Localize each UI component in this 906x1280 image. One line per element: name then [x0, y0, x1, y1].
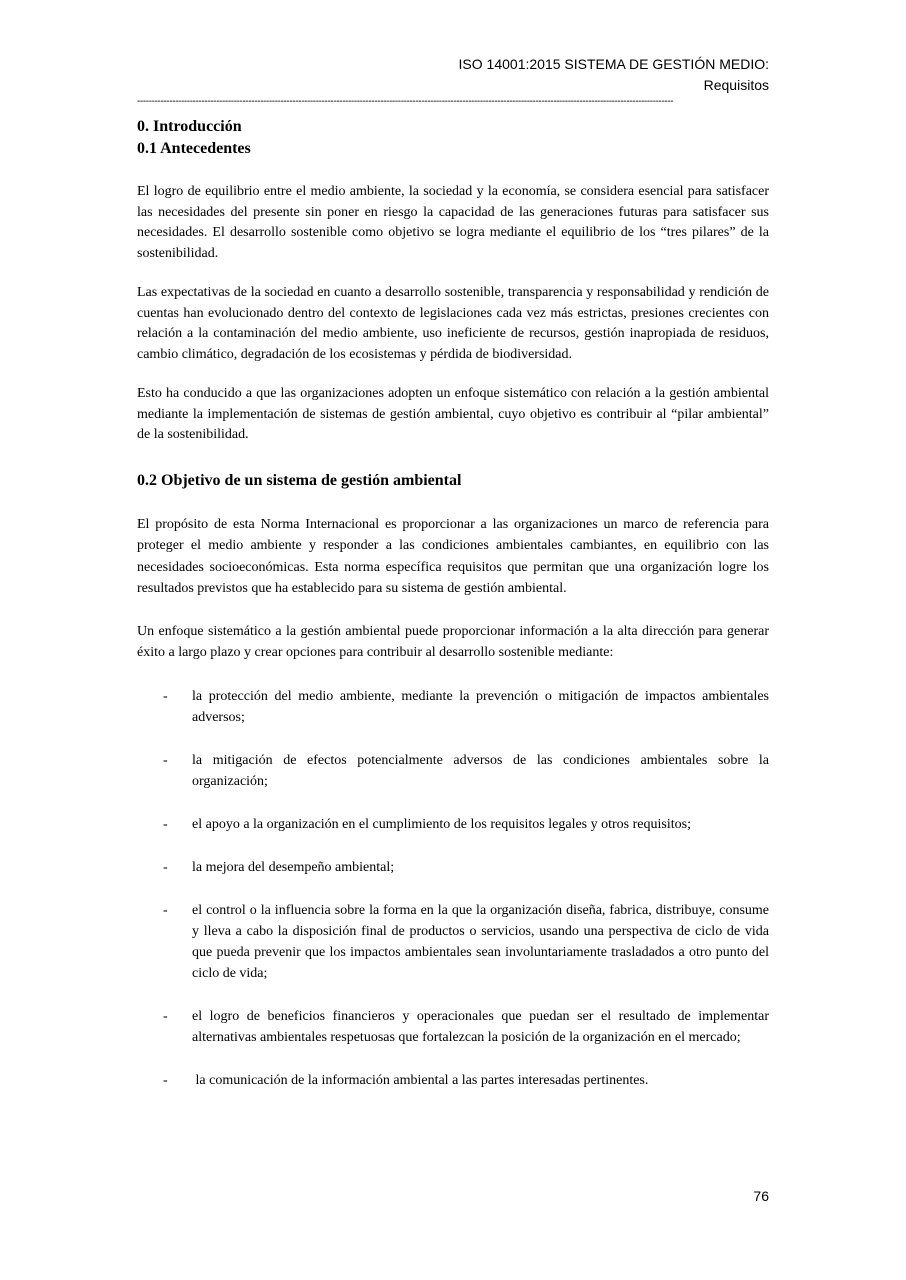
list-item: [137, 1006, 769, 1048]
page-number: 76: [753, 1188, 769, 1204]
header-title-line1: ISO 14001:2015 SISTEMA DE GESTIÓN MEDIO:: [458, 56, 769, 72]
section-title-introduccion: 0. Introducción: [137, 118, 242, 135]
list-item-text: la mejora del desempeño ambiental;: [192, 859, 395, 875]
header-rule: ---------------------------------------------------------------------------------------------------------------------------------------------------------------------------------------: [137, 96, 674, 107]
bullet-dash: -: [163, 902, 168, 918]
section-title-antecedentes: 0.1 Antecedentes: [137, 140, 251, 157]
bullet-dash: -: [163, 859, 168, 875]
page-content: [137, 116, 769, 1113]
running-header: [137, 54, 769, 96]
list-item: [137, 686, 769, 728]
list-item: [137, 1070, 769, 1091]
list-item-text: la mitigación de efectos potencialmente adversos de las condiciones ambientales sobre la organización;: [192, 752, 769, 789]
list-item-text: el apoyo a la organización en el cumplimiento de los requisitos legales y otros requisitos;: [192, 816, 691, 832]
list-item: [137, 857, 769, 878]
bullet-dash: -: [163, 816, 168, 832]
list-item: [137, 750, 769, 792]
paragraph: Un enfoque sistemático a la gestión ambiental puede proporcionar información a la alta dirección para generar éxito a largo plazo y crear opciones para contribuir al desarrollo sostenible mediante:: [137, 623, 769, 660]
list-item-text: el control o la influencia sobre la forma en la que la organización diseña, fabrica, distribuye, consume y lleva a cabo la disposición final de productos o servicios, usando una perspectiva de ciclo de vida que pueda prevenir que los impactos ambientales sean involuntariamente trasladados a otro punto del ciclo de vida;: [192, 902, 769, 981]
list-item: [137, 814, 769, 835]
paragraph: Esto ha conducido a que las organizaciones adopten un enfoque sistemático con relación a la gestión ambiental mediante la implementación de sistemas de gestión ambiental, cuyo objetivo es contribuir al “pilar ambiental” de la sostenibilidad.: [137, 386, 769, 442]
bullet-dash: -: [163, 752, 168, 768]
bullet-dash: -: [163, 688, 168, 704]
list-item-text: la protección del medio ambiente, mediante la prevención o mitigación de impactos ambientales adversos;: [192, 688, 769, 725]
list-item-text: el logro de beneficios financieros y operacionales que puedan ser el resultado de implementar alternativas ambientales respetuosas que fortalezcan la posición de la organización en el mercado;: [192, 1008, 769, 1045]
bullet-dash: -: [163, 1072, 168, 1088]
bullet-list: [137, 686, 769, 1091]
paragraph: Las expectativas de la sociedad en cuanto a desarrollo sostenible, transparencia y responsabilidad y rendición de cuentas han evolucionado dentro del contexto de legislaciones cada vez más estrictas, presiones crecientes con relación a la contaminación del medio ambiente, uso ineficiente de recursos, gestión inapropiada de residuos, cambio climático, degradación de los ecosistemas y pérdida de biodiversidad.: [137, 285, 769, 362]
section-title-objetivo: 0.2 Objetivo de un sistema de gestión ambiental: [137, 471, 462, 489]
paragraph: El propósito de esta Norma Internacional es proporcionar a las organizaciones un marco de referencia para proteger el medio ambiente y responder a las condiciones ambientales cambiantes, en equilibrio con las necesidades socioeconómicas. Esta norma específica requisitos que permitan que una organización logre los resultados previstos que ha establecido para su sistema de gestión ambiental.: [137, 516, 769, 596]
paragraph: El logro de equilibrio entre el medio ambiente, la sociedad y la economía, se considera esencial para satisfacer las necesidades del presente sin poner en riesgo la capacidad de las generaciones futuras para satisfacer sus necesidades. El desarrollo sostenible como objetivo se logra mediante el equilibrio de los “tres pilares” de la sostenibilidad.: [137, 184, 769, 261]
bullet-dash: -: [163, 1008, 168, 1024]
list-item: [137, 900, 769, 984]
list-item-text: la comunicación de la información ambiental a las partes interesadas pertinentes.: [192, 1072, 649, 1088]
header-title-line2: Requisitos: [703, 77, 769, 93]
